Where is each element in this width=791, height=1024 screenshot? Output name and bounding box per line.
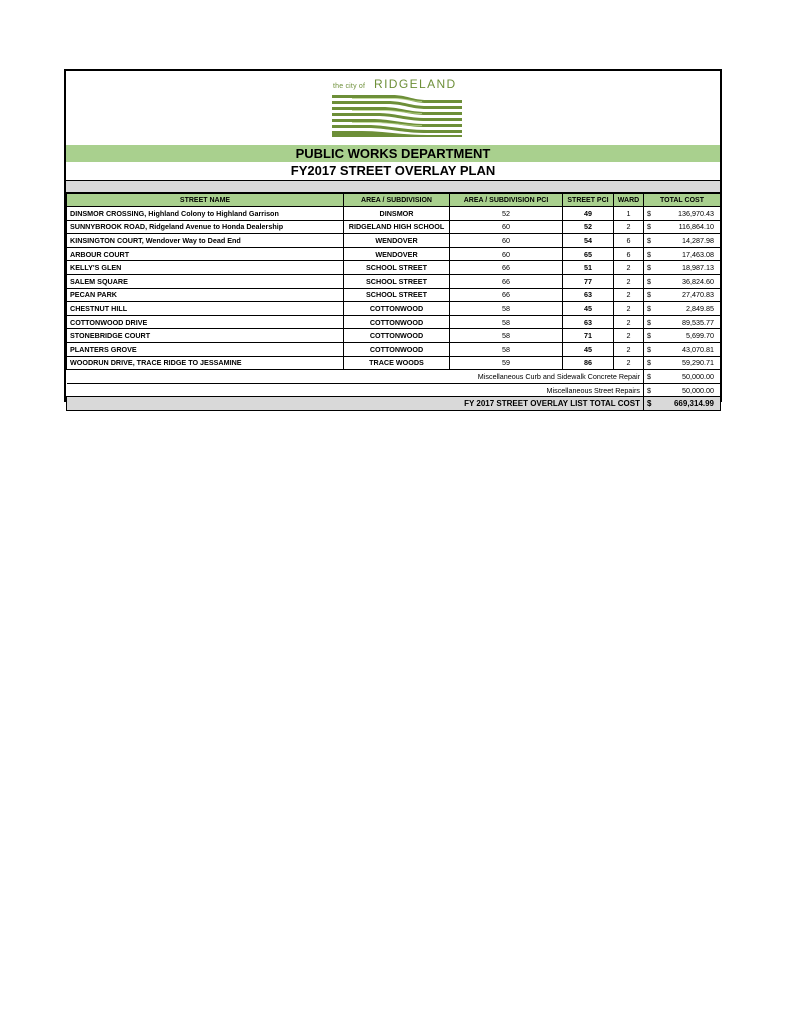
cost-cell: 27,470.83	[658, 288, 721, 302]
ward-cell: 2	[614, 315, 644, 329]
col-street-pci: STREET PCI	[563, 194, 614, 207]
currency-cell: $	[644, 288, 658, 302]
misc-cost: 50,000.00	[658, 370, 721, 384]
ward-cell: 6	[614, 247, 644, 261]
ward-cell: 2	[614, 302, 644, 316]
ward-cell: 2	[614, 261, 644, 275]
street-pci-cell: 45	[563, 342, 614, 356]
table-row	[67, 261, 721, 275]
table-row	[67, 207, 721, 221]
cost-cell: 59,290.71	[658, 356, 721, 370]
ward-cell: 2	[614, 356, 644, 370]
overlay-table	[66, 193, 721, 411]
street-pci-cell: 71	[563, 329, 614, 343]
area-cell: SCHOOL STREET	[344, 274, 450, 288]
street-pci-cell: 65	[563, 247, 614, 261]
cost-cell: 89,535.77	[658, 315, 721, 329]
cost-cell: 2,849.85	[658, 302, 721, 316]
street-name-cell: WOODRUN DRIVE, TRACE RIDGE TO JESSAMINE	[67, 356, 344, 370]
currency-cell: $	[644, 207, 658, 221]
street-name-cell: SUNNYBROOK ROAD, Ridgeland Avenue to Honda Dealership	[67, 220, 344, 234]
area-cell: COTTONWOOD	[344, 342, 450, 356]
area-cell: COTTONWOOD	[344, 302, 450, 316]
col-ward: WARD	[614, 194, 644, 207]
area-cell: WENDOVER	[344, 234, 450, 248]
street-name-cell: ARBOUR COURT	[67, 247, 344, 261]
total-cost: 669,314.99	[658, 397, 721, 411]
street-name-cell: DINSMOR CROSSING, Highland Colony to Highland Garrison	[67, 207, 344, 221]
col-area: AREA / SUBDIVISION	[344, 194, 450, 207]
currency-cell: $	[644, 356, 658, 370]
street-pci-cell: 63	[563, 315, 614, 329]
department-title: PUBLIC WORKS DEPARTMENT	[66, 145, 720, 162]
total-label: FY 2017 STREET OVERLAY LIST TOTAL COST	[67, 397, 644, 411]
street-name-cell: COTTONWOOD DRIVE	[67, 315, 344, 329]
logo-waves-icon	[332, 94, 462, 138]
cost-cell: 36,824.60	[658, 274, 721, 288]
misc-label: Miscellaneous Street Repairs	[67, 383, 644, 397]
ward-cell: 2	[614, 329, 644, 343]
currency-cell: $	[644, 247, 658, 261]
plan-title: FY2017 STREET OVERLAY PLAN	[66, 162, 720, 181]
area-pci-cell: 66	[450, 288, 563, 302]
table-row	[67, 342, 721, 356]
street-pci-cell: 52	[563, 220, 614, 234]
ward-cell: 1	[614, 207, 644, 221]
street-name-cell: KINSINGTON COURT, Wendover Way to Dead End	[67, 234, 344, 248]
ward-cell: 2	[614, 274, 644, 288]
logo-city-name: RIDGELAND	[374, 77, 457, 91]
area-pci-cell: 58	[450, 315, 563, 329]
street-name-cell: KELLY'S GLEN	[67, 261, 344, 275]
street-pci-cell: 77	[563, 274, 614, 288]
table-row	[67, 247, 721, 261]
ward-cell: 6	[614, 234, 644, 248]
cost-cell: 43,070.81	[658, 342, 721, 356]
table-row	[67, 288, 721, 302]
currency-cell: $	[644, 315, 658, 329]
table-row	[67, 274, 721, 288]
col-street-name: STREET NAME	[67, 194, 344, 207]
col-total-cost: TOTAL COST	[644, 194, 721, 207]
currency-cell: $	[644, 329, 658, 343]
ward-cell: 2	[614, 220, 644, 234]
area-cell: SCHOOL STREET	[344, 261, 450, 275]
table-row	[67, 356, 721, 370]
misc-currency: $	[644, 383, 658, 397]
table-row	[67, 315, 721, 329]
col-area-pci: AREA / SUBDIVISION PCI	[450, 194, 563, 207]
street-name-cell: CHESTNUT HILL	[67, 302, 344, 316]
street-name-cell: PECAN PARK	[67, 288, 344, 302]
street-name-cell: SALEM SQUARE	[67, 274, 344, 288]
area-pci-cell: 66	[450, 261, 563, 275]
area-pci-cell: 58	[450, 329, 563, 343]
area-cell: WENDOVER	[344, 247, 450, 261]
cost-cell: 136,970.43	[658, 207, 721, 221]
area-pci-cell: 59	[450, 356, 563, 370]
street-pci-cell: 51	[563, 261, 614, 275]
table-row	[67, 329, 721, 343]
area-pci-cell: 58	[450, 342, 563, 356]
area-pci-cell: 60	[450, 247, 563, 261]
currency-cell: $	[644, 302, 658, 316]
misc-cost: 50,000.00	[658, 383, 721, 397]
table-header-row	[67, 194, 721, 207]
logo-wordmark	[332, 77, 462, 93]
area-cell: RIDGELAND HIGH SCHOOL	[344, 220, 450, 234]
ward-cell: 2	[614, 288, 644, 302]
street-pci-cell: 54	[563, 234, 614, 248]
table-row	[67, 220, 721, 234]
currency-cell: $	[644, 274, 658, 288]
currency-cell: $	[644, 342, 658, 356]
street-pci-cell: 86	[563, 356, 614, 370]
misc-label: Miscellaneous Curb and Sidewalk Concrete Repair	[67, 370, 644, 384]
cost-cell: 17,463.08	[658, 247, 721, 261]
area-pci-cell: 58	[450, 302, 563, 316]
area-pci-cell: 60	[450, 220, 563, 234]
area-pci-cell: 52	[450, 207, 563, 221]
overlay-plan-sheet	[64, 69, 722, 409]
area-cell: COTTONWOOD	[344, 329, 450, 343]
misc-currency: $	[644, 370, 658, 384]
street-pci-cell: 45	[563, 302, 614, 316]
currency-cell: $	[644, 234, 658, 248]
area-pci-cell: 60	[450, 234, 563, 248]
logo-small-text: the city of	[333, 83, 366, 90]
area-cell: DINSMOR	[344, 207, 450, 221]
misc-row	[67, 370, 721, 384]
street-name-cell: STONEBRIDGE COURT	[67, 329, 344, 343]
table-row	[67, 234, 721, 248]
city-logo	[332, 77, 462, 137]
table-row	[67, 302, 721, 316]
street-pci-cell: 63	[563, 288, 614, 302]
street-name-cell: PLANTERS GROVE	[67, 342, 344, 356]
cost-cell: 18,987.13	[658, 261, 721, 275]
area-cell: COTTONWOOD	[344, 315, 450, 329]
total-row	[67, 397, 721, 411]
street-pci-cell: 49	[563, 207, 614, 221]
misc-row	[67, 383, 721, 397]
total-currency: $	[644, 397, 658, 411]
currency-cell: $	[644, 261, 658, 275]
currency-cell: $	[644, 220, 658, 234]
cost-cell: 116,864.10	[658, 220, 721, 234]
area-cell: TRACE WOODS	[344, 356, 450, 370]
area-cell: SCHOOL STREET	[344, 288, 450, 302]
ward-cell: 2	[614, 342, 644, 356]
cost-cell: 14,287.98	[658, 234, 721, 248]
cost-cell: 5,699.70	[658, 329, 721, 343]
area-pci-cell: 66	[450, 274, 563, 288]
header-spacer	[66, 181, 720, 193]
